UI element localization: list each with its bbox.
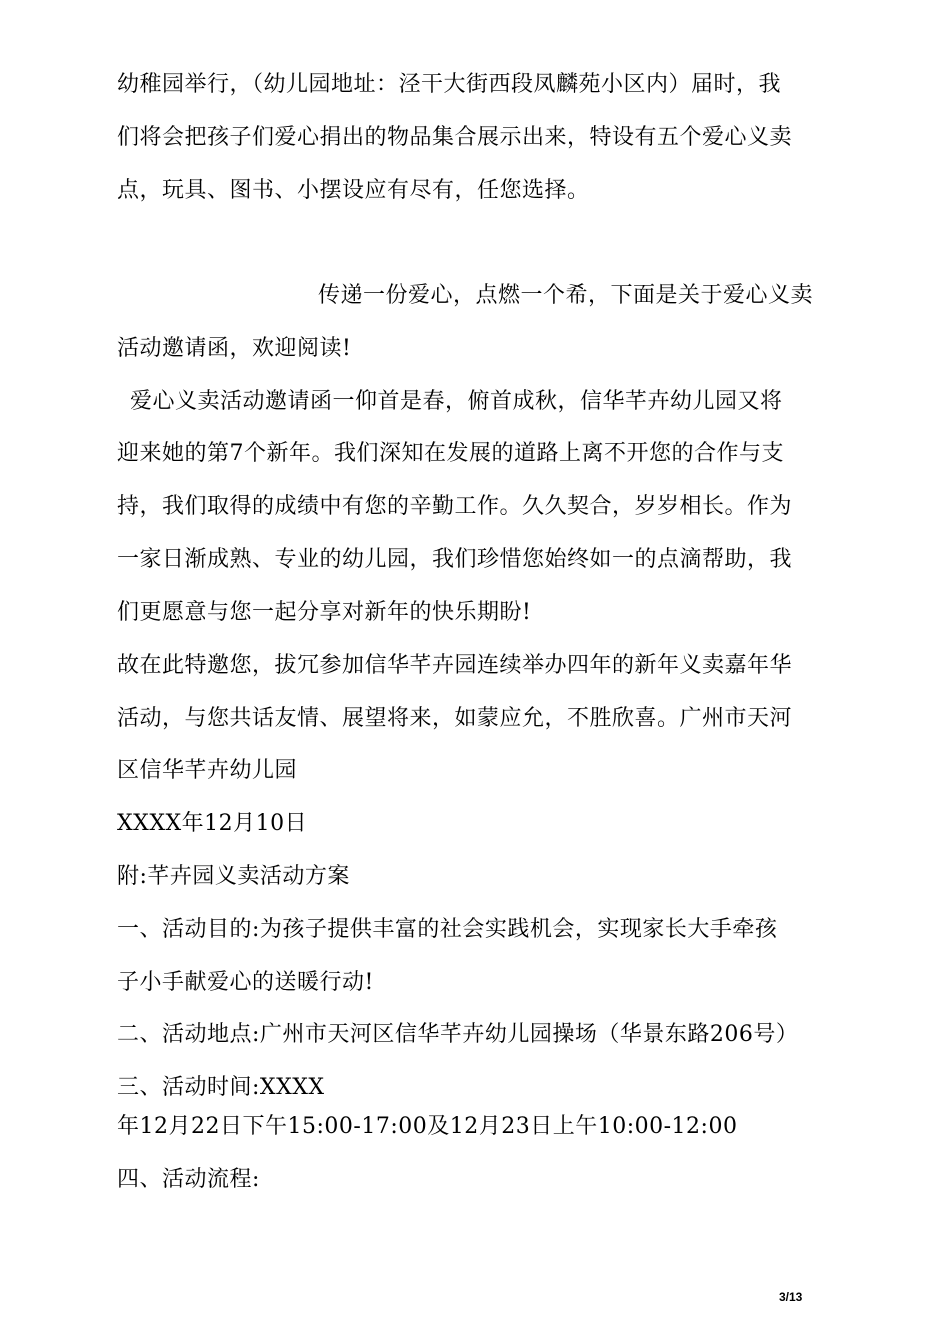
paragraph-line: 一家日渐成熟、专业的幼儿园，我们珍惜您始终如一的点滴帮助，我	[117, 547, 793, 572]
paragraph-line: 四、活动流程:	[117, 1167, 260, 1192]
paragraph-line: 故在此特邀您，拔冗参加信华芊卉园连续举办四年的新年义卖嘉年华	[117, 653, 793, 678]
paragraph-line: 爱心义卖活动邀请函一仰首是春，俯首成秋，信华芊卉幼儿园又将	[130, 389, 783, 414]
appendix-heading: 附:芊卉园义卖活动方案	[117, 864, 350, 889]
paragraph-line: 们更愿意与您一起分享对新年的快乐期盼!	[117, 600, 532, 625]
paragraph-line: 幼稚园举行，（幼儿园地址：泾干大街西段凤麟苑小区内）届时，我	[117, 72, 782, 97]
paragraph-line: 传递一份爱心，点燃一个希，下面是关于爱心义卖	[318, 283, 814, 308]
paragraph-line: 点，玩具、图书、小摆设应有尽有，任您选择。	[117, 178, 590, 203]
paragraph-line: 子小手献爱心的送暖行动!	[117, 970, 374, 995]
paragraph-line: 区信华芊卉幼儿园	[117, 758, 298, 783]
page-number: 3/13	[779, 1290, 803, 1304]
paragraph-line: 们将会把孩子们爱心捐出的物品集合展示出来，特设有五个爱心义卖	[117, 125, 793, 150]
paragraph-line: 年12月22日下午15:00-17:00及12月23日上午10:00-12:00	[117, 1114, 738, 1139]
paragraph-line: 二、活动地点:广州市天河区信华芊卉幼儿园操场（华景东路206号）	[117, 1022, 799, 1047]
paragraph-line: 迎来她的第7个新年。我们深知在发展的道路上离不开您的合作与支	[117, 441, 784, 466]
paragraph-line: 三、活动时间:XXXX	[117, 1075, 325, 1100]
paragraph-line: 持，我们取得的成绩中有您的辛勤工作。久久契合，岁岁相长。作为	[117, 494, 793, 519]
paragraph-line: 一、活动目的:为孩子提供丰富的社会实践机会，实现家长大手牵孩	[117, 917, 778, 942]
paragraph-line: 活动，与您共话友情、展望将来，如蒙应允，不胜欣喜。广州市天河	[117, 706, 793, 731]
date-line: XXXX年12月10日	[117, 811, 308, 836]
paragraph-line: 活动邀请函，欢迎阅读!	[117, 336, 352, 361]
